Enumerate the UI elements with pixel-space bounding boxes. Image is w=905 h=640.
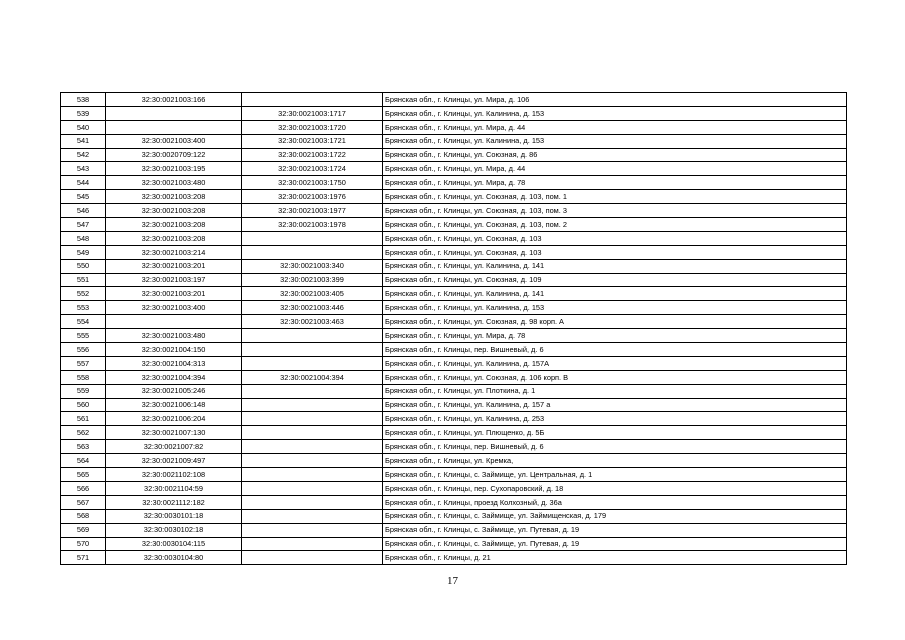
building-cadastral-number-cell: 32:30:0021003:405 [242,287,383,301]
cadastral-number-cell: 32:30:0021003:480 [106,329,242,343]
table-row [61,426,847,440]
row-number-cell: 546 [61,204,106,218]
address-cell: Брянская обл., г. Клинцы, д. 21 [383,551,847,565]
cadastral-number-cell: 32:30:0021005:246 [106,384,242,398]
row-number-cell: 542 [61,148,106,162]
building-cadastral-number-cell [242,495,383,509]
row-number-cell: 544 [61,176,106,190]
cadastral-number-cell: 32:30:0021003:208 [106,190,242,204]
cadastral-number-cell [106,120,242,134]
cadastral-number-cell: 32:30:0021003:480 [106,176,242,190]
cadastral-number-cell: 32:30:0021004:394 [106,370,242,384]
row-number-cell: 557 [61,356,106,370]
building-cadastral-number-cell [242,231,383,245]
address-cell: Брянская обл., г. Клинцы, ул. Мира, д. 44 [383,120,847,134]
table-row [61,273,847,287]
cadastral-number-cell: 32:30:0021007:82 [106,440,242,454]
row-number-cell: 543 [61,162,106,176]
row-number-cell: 566 [61,481,106,495]
building-cadastral-number-cell [242,245,383,259]
table-row [61,384,847,398]
table-row [61,231,847,245]
cadastral-number-cell: 32:30:0021007:130 [106,426,242,440]
row-number-cell: 556 [61,343,106,357]
address-cell: Брянская обл., г. Клинцы, с. Займище, ул. Центральная, д. 1 [383,468,847,482]
address-cell: Брянская обл., г. Клинцы, ул. Калинина, д. 157 а [383,398,847,412]
table-row [61,370,847,384]
building-cadastral-number-cell [242,509,383,523]
address-cell: Брянская обл., г. Клинцы, пер. Вишневый, д. 6 [383,343,847,357]
cadastral-number-cell: 32:30:0021006:204 [106,412,242,426]
cadastral-table [60,92,847,565]
table-row [61,204,847,218]
row-number-cell: 547 [61,218,106,232]
table-body [61,93,847,565]
address-cell: Брянская обл., г. Клинцы, ул. Плющенко, д. 5Б [383,426,847,440]
row-number-cell: 539 [61,106,106,120]
building-cadastral-number-cell [242,398,383,412]
cadastral-number-cell: 32:30:0021112:182 [106,495,242,509]
table-row [61,315,847,329]
address-cell: Брянская обл., г. Клинцы, ул. Калинина, д. 153 [383,134,847,148]
address-cell: Брянская обл., г. Клинцы, ул. Союзная, д. 106 корп. В [383,370,847,384]
address-cell: Брянская обл., г. Клинцы, с. Займище, ул. Займищенская, д. 179 [383,509,847,523]
cadastral-number-cell: 32:30:0021004:150 [106,343,242,357]
row-number-cell: 561 [61,412,106,426]
row-number-cell: 564 [61,454,106,468]
table-row [61,93,847,107]
address-cell: Брянская обл., г. Клинцы, ул. Мира, д. 44 [383,162,847,176]
cadastral-number-cell: 32:30:0021003:166 [106,93,242,107]
building-cadastral-number-cell [242,537,383,551]
row-number-cell: 563 [61,440,106,454]
cadastral-number-cell: 32:30:0030104:115 [106,537,242,551]
address-cell: Брянская обл., г. Клинцы, ул. Союзная, д. 103 [383,231,847,245]
building-cadastral-number-cell [242,440,383,454]
table-row [61,481,847,495]
building-cadastral-number-cell [242,384,383,398]
address-cell: Брянская обл., г. Клинцы, пер. Сухопаровский, д. 18 [383,481,847,495]
cadastral-number-cell: 32:30:0021003:208 [106,218,242,232]
building-cadastral-number-cell [242,468,383,482]
row-number-cell: 549 [61,245,106,259]
cadastral-number-cell [106,315,242,329]
table-row [61,259,847,273]
cadastral-number-cell: 32:30:0021102:108 [106,468,242,482]
cadastral-number-cell: 32:30:0021003:201 [106,287,242,301]
building-cadastral-number-cell [242,454,383,468]
building-cadastral-number-cell: 32:30:0021003:446 [242,301,383,315]
address-cell: Брянская обл., г. Клинцы, ул. Калинина, д. 253 [383,412,847,426]
table-row [61,301,847,315]
building-cadastral-number-cell: 32:30:0021003:1976 [242,190,383,204]
building-cadastral-number-cell: 32:30:0021003:1720 [242,120,383,134]
cadastral-number-cell: 32:30:0021006:148 [106,398,242,412]
address-cell: Брянская обл., г. Клинцы, ул. Калинина, д. 153 [383,301,847,315]
address-cell: Брянская обл., г. Клинцы, с. Займище, ул. Путевая, д. 19 [383,523,847,537]
address-cell: Брянская обл., г. Клинцы, ул. Союзная, д. 103, пом. 3 [383,204,847,218]
cadastral-number-cell: 32:30:0021003:201 [106,259,242,273]
table-row [61,412,847,426]
table-row [61,551,847,565]
building-cadastral-number-cell [242,523,383,537]
table-row [61,120,847,134]
address-cell: Брянская обл., г. Клинцы, ул. Калинина, д. 157А [383,356,847,370]
table-row [61,440,847,454]
address-cell: Брянская обл., г. Клинцы, ул. Калинина, д. 153 [383,106,847,120]
table-row [61,468,847,482]
address-cell: Брянская обл., г. Клинцы, ул. Мира, д. 78 [383,329,847,343]
address-cell: Брянская обл., г. Клинцы, ул. Мира, д. 106 [383,93,847,107]
row-number-cell: 541 [61,134,106,148]
table-row [61,509,847,523]
row-number-cell: 555 [61,329,106,343]
cadastral-number-cell: 32:30:0021104:59 [106,481,242,495]
cadastral-number-cell: 32:30:0030102:18 [106,523,242,537]
cadastral-number-cell: 32:30:0021009:497 [106,454,242,468]
cadastral-number-cell: 32:30:0021003:208 [106,231,242,245]
building-cadastral-number-cell: 32:30:0021003:1978 [242,218,383,232]
cadastral-number-cell: 32:30:0021003:195 [106,162,242,176]
building-cadastral-number-cell [242,551,383,565]
row-number-cell: 565 [61,468,106,482]
building-cadastral-number-cell [242,343,383,357]
cadastral-number-cell [106,106,242,120]
table-row [61,287,847,301]
building-cadastral-number-cell: 32:30:0021003:340 [242,259,383,273]
address-cell: Брянская обл., г. Клинцы, с. Займище, ул. Путевая, д. 19 [383,537,847,551]
address-cell: Брянская обл., г. Клинцы, ул. Кремка, [383,454,847,468]
table-row [61,454,847,468]
address-cell: Брянская обл., г. Клинцы, ул. Калинина, д. 141 [383,287,847,301]
building-cadastral-number-cell: 32:30:0021004:394 [242,370,383,384]
building-cadastral-number-cell: 32:30:0021003:1724 [242,162,383,176]
building-cadastral-number-cell [242,356,383,370]
building-cadastral-number-cell [242,93,383,107]
building-cadastral-number-cell [242,426,383,440]
row-number-cell: 568 [61,509,106,523]
row-number-cell: 559 [61,384,106,398]
building-cadastral-number-cell: 32:30:0021003:1722 [242,148,383,162]
row-number-cell: 538 [61,93,106,107]
table-row [61,523,847,537]
row-number-cell: 570 [61,537,106,551]
row-number-cell: 540 [61,120,106,134]
row-number-cell: 558 [61,370,106,384]
row-number-cell: 551 [61,273,106,287]
cadastral-number-cell: 32:30:0020709:122 [106,148,242,162]
address-cell: Брянская обл., г. Клинцы, ул. Союзная, д. 103, пом. 2 [383,218,847,232]
table-row [61,106,847,120]
table-row [61,343,847,357]
row-number-cell: 553 [61,301,106,315]
cadastral-number-cell: 32:30:0030101:18 [106,509,242,523]
table-row [61,190,847,204]
table-row [61,148,847,162]
cadastral-number-cell: 32:30:0021003:197 [106,273,242,287]
table-row [61,537,847,551]
building-cadastral-number-cell: 32:30:0021003:1721 [242,134,383,148]
cadastral-number-cell: 32:30:0021003:214 [106,245,242,259]
row-number-cell: 550 [61,259,106,273]
row-number-cell: 560 [61,398,106,412]
row-number-cell: 569 [61,523,106,537]
cadastral-number-cell: 32:30:0021003:400 [106,301,242,315]
table-row [61,134,847,148]
address-cell: Брянская обл., г. Клинцы, пер. Вишневый, д. 6 [383,440,847,454]
row-number-cell: 554 [61,315,106,329]
table-row [61,245,847,259]
address-cell: Брянская обл., г. Клинцы, ул. Калинина, д. 141 [383,259,847,273]
building-cadastral-number-cell: 32:30:0021003:399 [242,273,383,287]
cadastral-number-cell: 32:30:0021004:313 [106,356,242,370]
address-cell: Брянская обл., г. Клинцы, ул. Союзная, д. 86 [383,148,847,162]
address-cell: Брянская обл., г. Клинцы, проезд Колхозный, д. 36а [383,495,847,509]
row-number-cell: 562 [61,426,106,440]
row-number-cell: 545 [61,190,106,204]
table-row [61,398,847,412]
table-row [61,356,847,370]
row-number-cell: 552 [61,287,106,301]
table-row [61,329,847,343]
row-number-cell: 567 [61,495,106,509]
building-cadastral-number-cell: 32:30:0021003:1717 [242,106,383,120]
cadastral-number-cell: 32:30:0021003:400 [106,134,242,148]
building-cadastral-number-cell [242,481,383,495]
cadastral-number-cell: 32:30:0021003:208 [106,204,242,218]
address-cell: Брянская обл., г. Клинцы, ул. Союзная, д. 109 [383,273,847,287]
row-number-cell: 548 [61,231,106,245]
address-cell: Брянская обл., г. Клинцы, ул. Союзная, д. 103 [383,245,847,259]
address-cell: Брянская обл., г. Клинцы, ул. Союзная, д. 103, пом. 1 [383,190,847,204]
building-cadastral-number-cell: 32:30:0021003:1977 [242,204,383,218]
row-number-cell: 571 [61,551,106,565]
table-row [61,162,847,176]
address-cell: Брянская обл., г. Клинцы, ул. Союзная, д. 98 корп. А [383,315,847,329]
page-number: 17 [447,575,458,587]
building-cadastral-number-cell [242,329,383,343]
table-row [61,495,847,509]
address-cell: Брянская обл., г. Клинцы, ул. Плоткина, д. 1 [383,384,847,398]
building-cadastral-number-cell: 32:30:0021003:463 [242,315,383,329]
cadastral-number-cell: 32:30:0030104:80 [106,551,242,565]
table-row [61,218,847,232]
table-row [61,176,847,190]
address-cell: Брянская обл., г. Клинцы, ул. Мира, д. 78 [383,176,847,190]
building-cadastral-number-cell: 32:30:0021003:1750 [242,176,383,190]
building-cadastral-number-cell [242,412,383,426]
